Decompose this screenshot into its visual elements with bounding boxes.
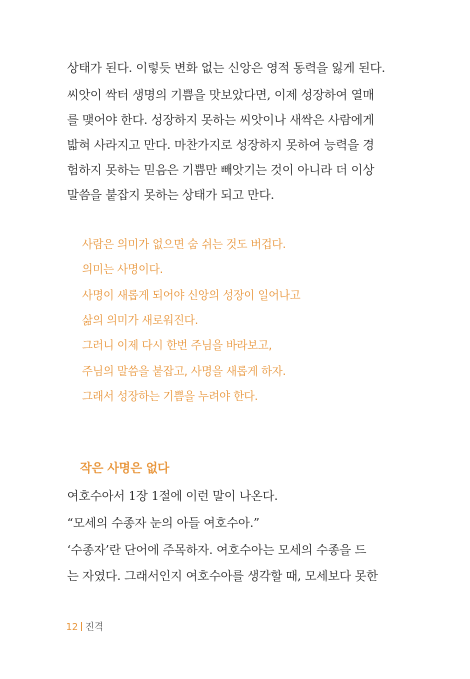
body-line: “모세의 수종자 눈의 아들 여호수아.” [67,516,260,530]
quote-line: 주님의 말씀을 붙잡고, 사명을 새롭게 하자. [82,365,286,378]
quote-line: 그러니 이제 다시 한번 주님을 바라보고, [82,339,272,352]
footer-divider [81,622,82,631]
quote-line: 그래서 성장하는 기쁨을 누려야 한다. [82,390,258,403]
quote-line: 삶의 의미가 새로워진다. [82,314,199,327]
book-title: 진격 [85,622,104,633]
body-line: 여호수아서 1장 1절에 이런 말이 나온다. [67,489,278,503]
body-line: ‘수종자’란 단어에 주목하자. 여호수아는 모세의 수종을 드 [67,543,367,557]
body-line: 는 자였다. 그래서인지 여호수아를 생각할 때, 모세보다 못한 [67,569,378,583]
section-heading: 작은 사명은 없다 [80,461,170,475]
body-line: 말씀을 붙잡지 못하는 상태가 되고 만다. [67,188,275,202]
body-line: 씨앗이 싹터 생명의 기쁨을 맛보았다면, 이제 성장하여 열매 [67,88,375,102]
body-line: 상태가 된다. 이렇듯 변화 없는 신앙은 영적 동력을 잃게 된다. [67,61,386,75]
body-line: 를 맺어야 한다. 성장하지 못하는 씨앗이나 새싹은 사람에게 [67,113,375,127]
body-line: 밟혀 사라지고 만다. 마찬가지로 성장하지 못하여 능력을 경 [67,138,375,152]
page-number: 12 [66,622,79,633]
page-footer [66,622,103,634]
body-line: 험하지 못하는 믿음은 기쁨만 빼앗기는 것이 아니라 더 이상 [67,163,375,177]
quote-line: 사명이 새롭게 되어야 신앙의 성장이 일어나고 [82,289,301,302]
quote-line: 의미는 사명이다. [82,263,163,276]
quote-line: 사람은 의미가 없으면 숨 쉬는 것도 버겁다. [82,238,286,251]
